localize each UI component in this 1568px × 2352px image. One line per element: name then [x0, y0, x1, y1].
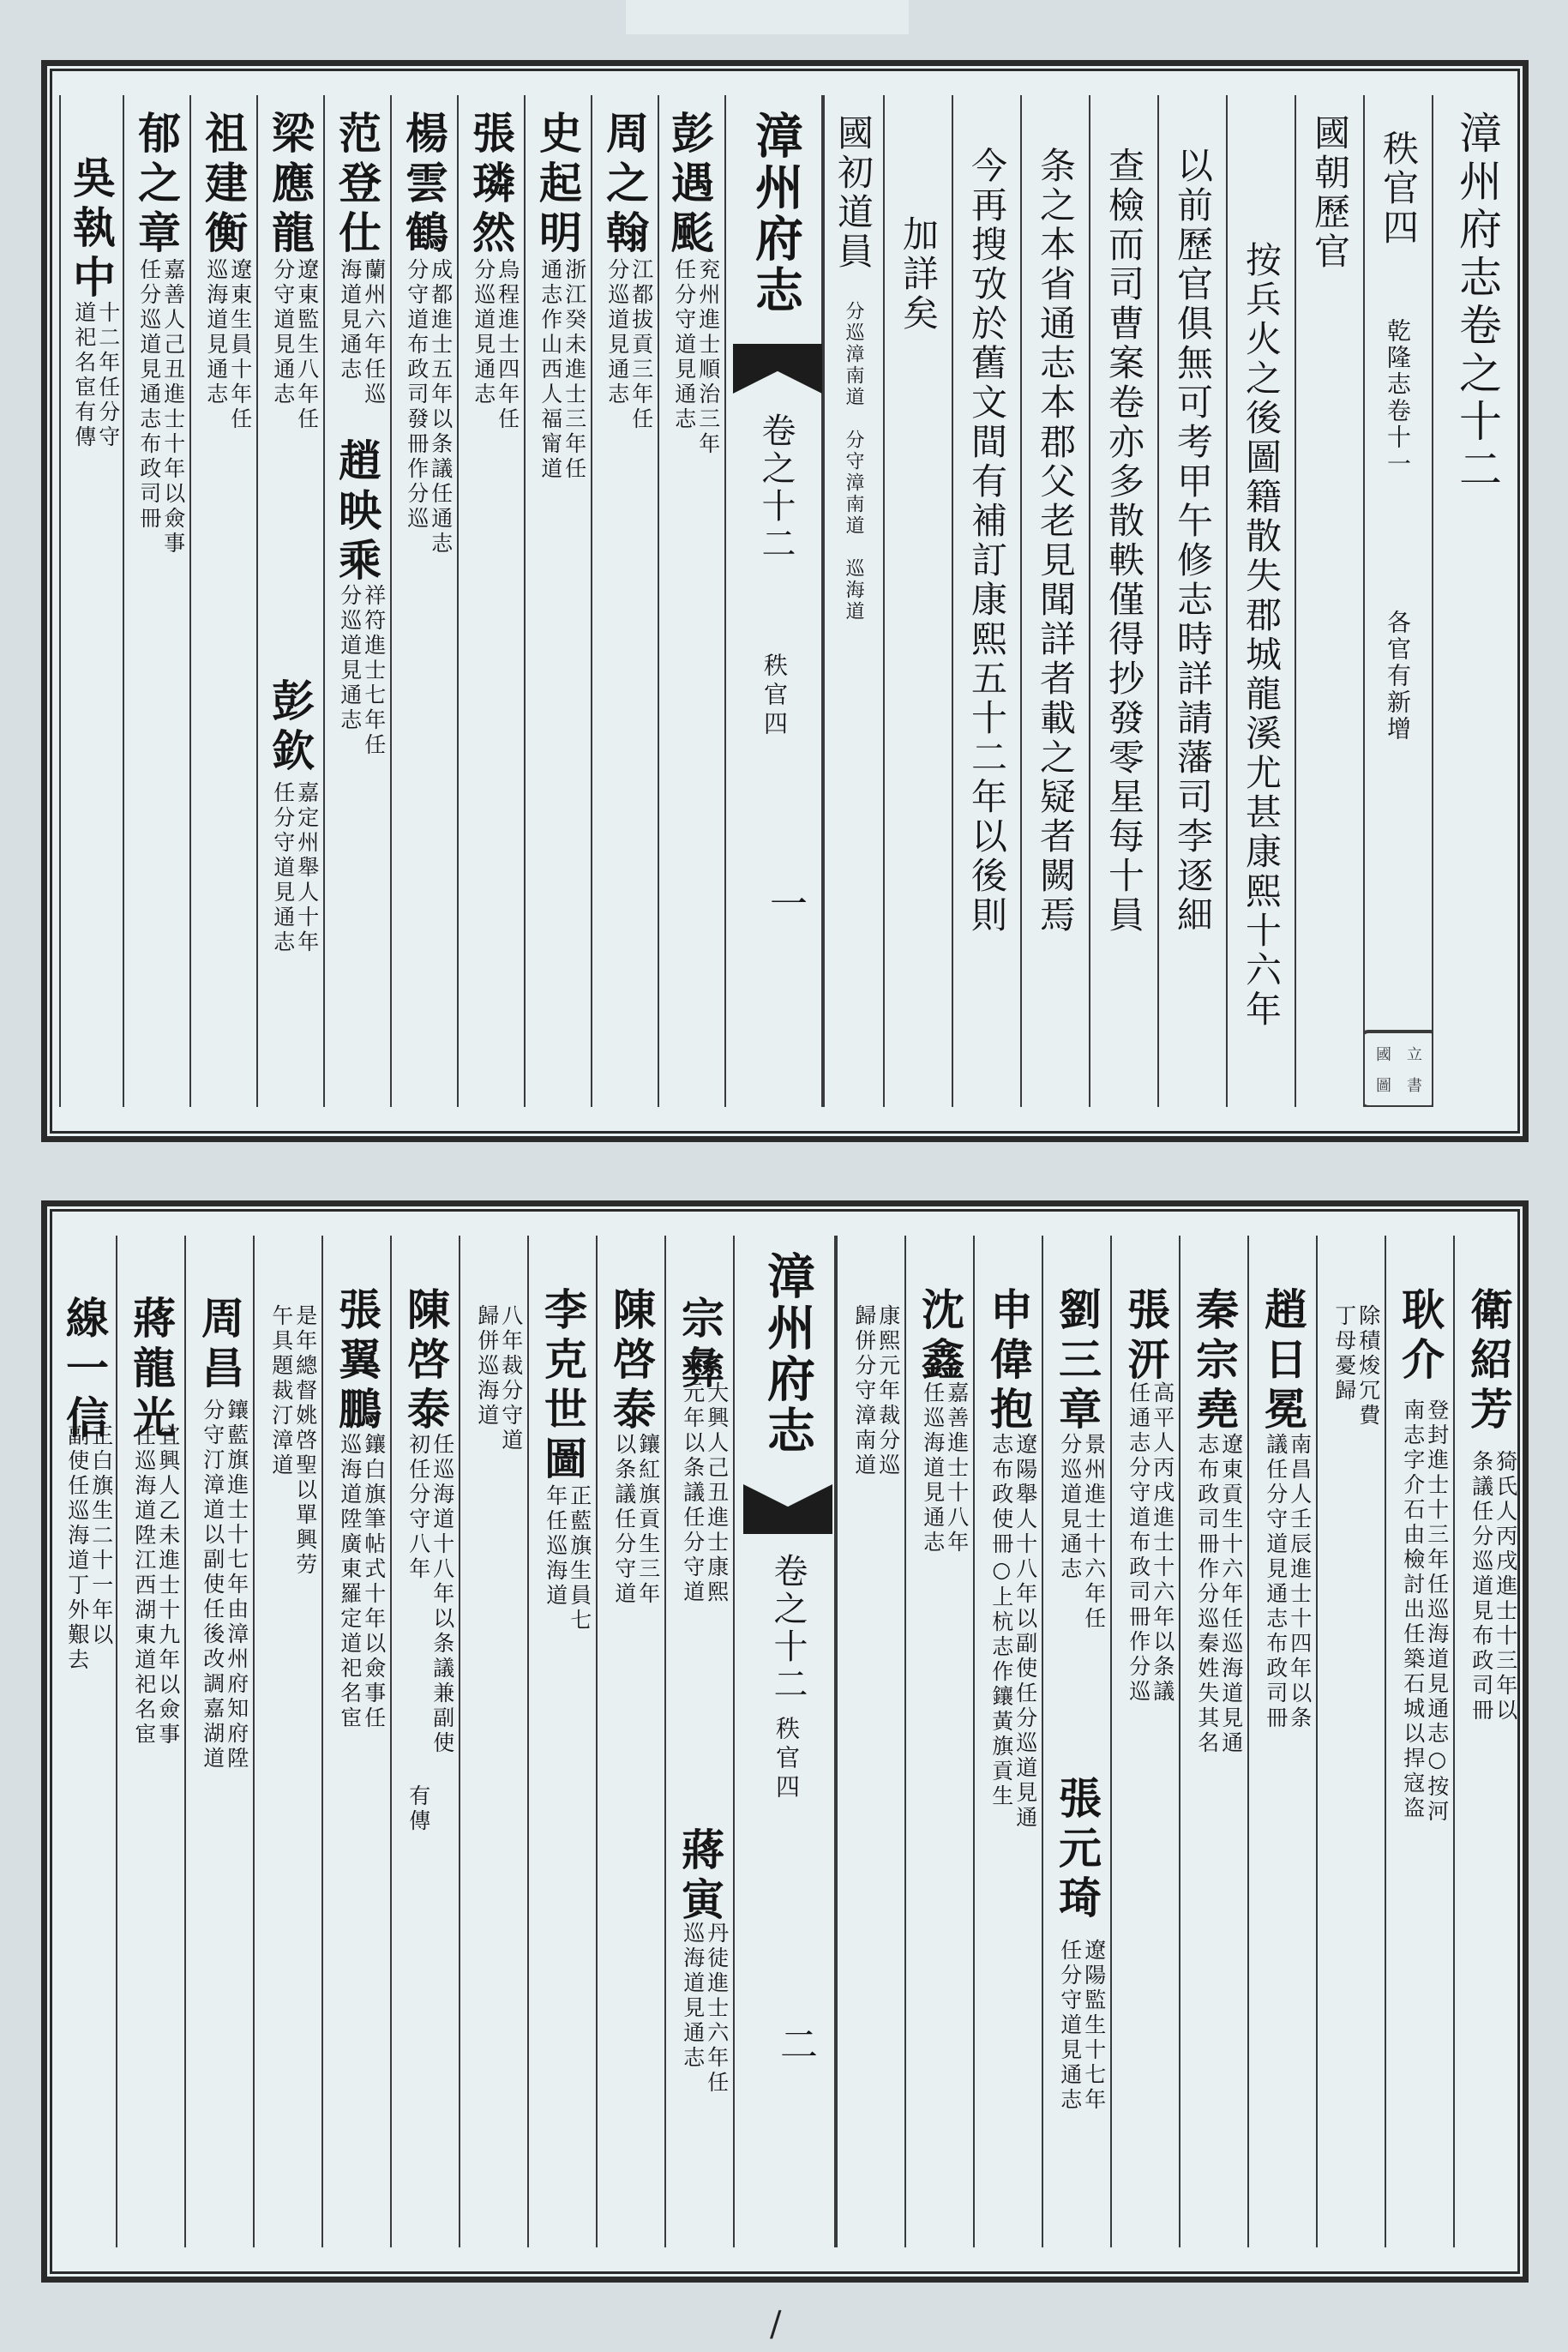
fold-page-number: 一: [763, 884, 807, 922]
entry-col: 沈鑫 嘉善進士十八年 任巡海道見通志: [904, 1236, 973, 2247]
official-name: 衛紹芳: [1463, 1287, 1514, 1436]
official-name: 祖建衡: [198, 111, 249, 260]
seal-stamp: 國 立 圖 書: [1363, 1030, 1432, 1107]
entry-col: 祖建衡 遼東生員十年任 巡海道見通志: [189, 95, 256, 1107]
entry-col: 申偉抱 遼陽舉人十八年以副使任分巡道見通 志布政使冊○上杭志作鑲黃旗貢生: [973, 1236, 1042, 2247]
official-name: 范登仕: [332, 111, 382, 260]
official-name: 李克世圖: [538, 1287, 588, 1486]
official-name: 陳啓泰: [606, 1287, 657, 1436]
official-name: 周昌: [195, 1296, 245, 1395]
official-name: 吳執中: [66, 155, 117, 304]
official-name: 線一信: [59, 1296, 110, 1445]
fold-volume: 卷之十二: [768, 1553, 808, 1704]
body-line-6: 加詳矣: [883, 95, 952, 1107]
entry-col: 趙日冕 南昌人壬辰進士十四年以条 議任分守道見通志布政司冊: [1247, 1236, 1316, 2247]
official-name: 張汧: [1120, 1287, 1171, 1387]
official-name: 申偉抱: [983, 1287, 1034, 1436]
entry-col: 劉三章 景州進士十六年任 分巡道見通志 張元琦 遼陽監生十七年 任分守道見通志: [1042, 1236, 1110, 2247]
entry-col: 張翼鵬 鑲白旗筆帖式十年以僉事任 巡海道陞廣東羅定道祀名宦: [321, 1236, 390, 2247]
fold-title: 漳州府志: [760, 1251, 816, 1457]
entry-col: 郁之章 嘉善人己丑進士十年以僉事 任分巡道見通志布政司冊: [123, 95, 189, 1107]
note-label: 各官有新增: [1384, 610, 1412, 743]
entry-col: 宗彝 大興人己丑進士康熙 元年以条議任分守道 蔣寅 丹徒進士六年任 巡海道見通志: [664, 1236, 733, 2247]
fold-fishtail-upper: [733, 344, 822, 394]
fold-title: 漳州府志: [748, 111, 804, 316]
official-name: 楊雲鶴: [399, 111, 449, 260]
official-name: 張璘然: [466, 111, 516, 260]
entry-col: 耿介 登封進士十三年任巡海道見通志○按河 南志字介石由檢討出任築石城以捍寇盗: [1385, 1236, 1453, 2247]
entry-col: 梁應龍 遼東監生八年任 分守道見通志 彭欽 嘉定州舉人十年 任分守道見通志: [256, 95, 323, 1107]
official-name: 郁之章: [131, 111, 182, 260]
official-name: 陳啓泰: [400, 1287, 451, 1436]
entry-col: 吳執中 十二年任分守 道祀名宦有傳: [59, 95, 123, 1107]
entry-col: 楊雲鶴 成都進士五年以条議任通志 分守道布政司發冊作分巡: [390, 95, 457, 1107]
entry-col: 陳啓泰 鑲紅旗貢生三年 以条議任分守道: [596, 1236, 664, 2247]
official-name: 沈鑫: [915, 1287, 965, 1387]
official-name: 史起明: [532, 111, 583, 260]
entry-col: 史起明 浙江癸未進士三年任 通志作山西人福甯道: [524, 95, 591, 1107]
initial-officials-note: 分巡漳南道 分守漳南道 巡海道: [843, 301, 864, 623]
section-column: [1363, 95, 1432, 1107]
initial-officials-heading: 國初道員: [832, 114, 874, 272]
initial-officials-column: [823, 95, 883, 1107]
official-name: 宗彝: [675, 1296, 725, 1395]
body-line-3: 查檢而司曹案卷亦多散軼僅得抄發零星每十員: [1089, 95, 1157, 1107]
entry-col: 范登仕 蘭州六年任巡 海道見通志 趙映乘 祥符進士七年任 分巡道見通志: [323, 95, 390, 1107]
entry-col: 線一信 正白旗生二十一年以 副使任巡海道丁外艱去: [59, 1296, 114, 1673]
official-name: 劉三章: [1052, 1287, 1102, 1436]
official-name: 趙日冕: [1258, 1287, 1308, 1436]
entry-col: 秦宗堯 遼東貢生十六年任巡海道見通 志布政司冊作分巡秦姓失其名: [1179, 1236, 1247, 2247]
dynasty-heading: 國朝歷官: [1309, 114, 1351, 272]
entry-col: 周昌 鑲藍旗進士十七年由漳州府知府陞 分守汀漳道以副使任後改調嘉湖道: [184, 1236, 253, 2247]
official-name: 張翼鵬: [332, 1287, 382, 1436]
official-name: 蔣寅: [675, 1827, 725, 1927]
page-top: [41, 60, 1529, 1142]
fold-column: [724, 95, 823, 1107]
official-name: 秦宗堯: [1189, 1287, 1240, 1436]
entry-col: 李克世圖 正藍旗生員七 年任巡海道: [527, 1236, 596, 2247]
entry-col: 是年總督姚啓聖以單興劳 午具題裁汀漳道: [253, 1236, 321, 2247]
entry-col: 張汧 高平人丙戌進士十六年以条議 任通志分守道布政司冊作分巡: [1110, 1236, 1179, 2247]
official-name: 彭欽: [265, 678, 315, 778]
biography-note: 有傳: [406, 1784, 431, 1834]
fold-column: [733, 1236, 836, 2247]
entry-col: 陳啓泰 任巡海道十八年以条議兼副使 初任分守八年 有傳: [390, 1236, 459, 2247]
official-name: 梁應龍: [265, 111, 315, 260]
body-line-4: 条之本省通志本郡父老見聞詳者載之疑者闕焉: [1020, 95, 1089, 1107]
official-name: 耿介: [1395, 1287, 1445, 1387]
body-line-5: 今再搜攷於舊文間有補訂康熙五十二年以後則: [952, 95, 1020, 1107]
footer-mark: /: [770, 2305, 782, 2344]
header-column: [1432, 95, 1523, 1107]
body-line-2: 以前歷官俱無可考甲午修志時詳請藩司李逐細: [1157, 95, 1226, 1107]
entry-col: 周之翰 江都拔貢三年任 分巡道見通志: [591, 95, 658, 1107]
volume-title: 漳州府志卷之十二: [1452, 111, 1502, 495]
entry-col: 衛紹芳 猗氏人丙戌進士十三年以 条議任分巡道見布政司冊: [1453, 1236, 1522, 2247]
entry-col: 張璘然 烏程進士四年任 分巡道見通志: [457, 95, 524, 1107]
source-label: 乾隆志卷十一: [1384, 318, 1412, 478]
entry-col: 除積焌冗費 丁母憂歸: [1316, 1236, 1385, 2247]
fold-volume: 卷之十二: [756, 412, 796, 563]
fold-fishtail-upper: [743, 1484, 832, 1534]
body-line-1: 按兵火之後圖籍散失郡城龍溪尤甚康熙十六年: [1226, 95, 1295, 1107]
official-name: 蔣龍光: [126, 1296, 177, 1445]
official-name: 彭遇颩: [664, 111, 715, 260]
official-name: 張元琦: [1052, 1776, 1102, 1925]
fold-page-number: 二: [773, 2024, 817, 2062]
dynasty-column: [1295, 95, 1363, 1107]
fold-section: 秩官四: [772, 1716, 801, 1803]
top-margin-band: [626, 0, 909, 34]
entry-col: 蔣龍光 宜興人乙未進士十九年以僉事 任巡海道陞江西湖東道祀名宦: [116, 1236, 184, 2247]
entry-col: 康熙元年裁分巡 歸併分守漳南道: [836, 1236, 904, 2247]
official-name: 趙映乘: [332, 438, 382, 587]
fold-section: 秩官四: [760, 653, 789, 740]
entry-col: 彭遇颩 兖州進士順治三年 任分守道見通志: [658, 95, 724, 1107]
official-name: 周之翰: [599, 111, 650, 260]
section-label: 秩官四: [1378, 129, 1420, 248]
entry-col: 八年裁分守道 歸併巡海道: [459, 1236, 527, 2247]
page-bottom: [41, 1200, 1529, 2283]
